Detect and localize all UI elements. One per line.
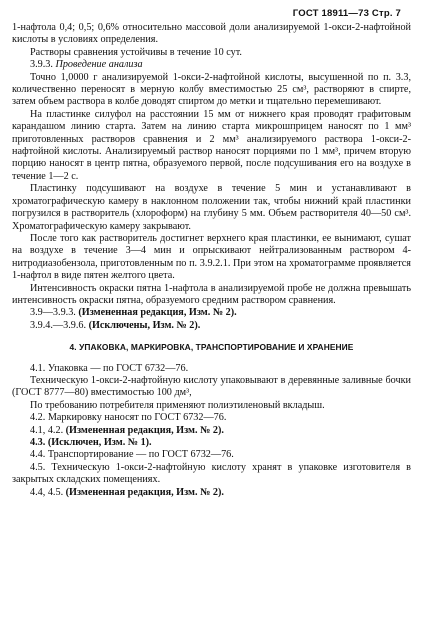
- document-body: [12, 22, 411, 499]
- amendment-note: [12, 307, 411, 319]
- note-text: (Измененная редакция, Изм. № 2).: [78, 307, 237, 319]
- clause-4-3: 4.3. (Исключен, Изм. № 1).: [30, 437, 152, 448]
- amendment-note: [12, 425, 411, 437]
- clause-4-2: 4.2. Маркировку наносят по ГОСТ 6732—76.: [30, 412, 227, 424]
- section-4-heading: 4. УПАКОВКА, МАРКИРОВКА, ТРАНСПОРТИРОВАНИЕ И ХРАНЕНИЕ: [69, 342, 354, 353]
- paragraph: На пластинке силуфол на расстоянии 15 мм от нижнего края проводят графитовым карандашом линию старта. Затем на линию старта микрошприцем наносят по 1 мм³ приготовленных растворов сравнения и 2 мм³ анализируемого раствора 1-окси-2-нафтойной кислоты. Анализируемый раствор наносят порциями по 1 мм³, причем вторую порцию наносят в центр пятна, образуемого первой, после подсушивания его на воздухе в течение 1—2 с.: [12, 108, 411, 182]
- clause-4-1: 4.1. Упаковка — по ГОСТ 6732—76.: [30, 362, 189, 374]
- note-text: (Исключены, Изм. № 2).: [88, 319, 201, 331]
- note-number: 3.9.4.—3.9.6.: [30, 319, 87, 331]
- section-3-9-3-heading: [12, 59, 411, 71]
- page-header: [293, 8, 401, 20]
- section-number: 3.9.3.: [30, 59, 53, 71]
- paragraph: 1-нафтола 0,4; 0,5; 0,6% относительно массовой доли анализируемой 1-окси-2-нафтойной кислоты в условиях определения.: [12, 22, 411, 46]
- paragraph: Техническую 1-окси-2-нафтойную кислоту упаковывают в деревянные заливные бочки (ГОСТ 8777—80) вместимостью 100 дм³,: [12, 374, 411, 399]
- paragraph: Растворы сравнения устойчивы в течение 10 сут.: [30, 46, 242, 58]
- paragraph: Пластинку подсушивают на воздухе в течение 5 мин и устанавливают в хроматографическую камеру в наклонном положении так, чтобы нижний край пластинки погрузился в растворитель (хлороформ) на глубину 5 мм. Объем растворителя 40—50 см³. Хроматографическую камеру закрывают.: [12, 183, 411, 232]
- clause-4-5: 4.5. Техническую 1-окси-2-нафтойную кислоту хранят в упаковке изготовителя в закрытых складских помещениях.: [12, 461, 411, 486]
- note-number: 4.1, 4.2.: [30, 424, 64, 436]
- gost-number: ГОСТ 18911—73: [292, 8, 370, 19]
- note-number: 3.9—3.9.3.: [30, 307, 76, 319]
- note-number: 4.4, 4.5.: [30, 486, 64, 498]
- section-title: Проведение анализа: [55, 59, 143, 71]
- page-number: Стр. 7: [371, 8, 401, 19]
- clause-4-4: 4.4. Транспортирование — по ГОСТ 6732—76.: [30, 449, 234, 461]
- paragraph: Точно 1,0000 г анализируемой 1-окси-2-нафтойной кислоты, высушенной по п. 3.3, количественно переносят в мерную колбу вместимостью 25 см³, растворяют в спирте, затем объем раствора в колбе доводят спиртом до метки и тщательно перемешивают.: [12, 71, 411, 108]
- amendment-note: [12, 487, 411, 499]
- note-text: (Измененная редакция, Изм. № 2).: [65, 486, 224, 498]
- note-text: (Измененная редакция, Изм. № 2).: [65, 424, 224, 436]
- paragraph: Интенсивность окраски пятна 1-нафтола в анализируемой пробе не должна превышать интенсивность окраски пятна, образуемого средним раствором сравнения.: [12, 282, 411, 306]
- amendment-note: [12, 320, 411, 332]
- paragraph: После того как растворитель достигнет верхнего края пластинки, ее вынимают, сушат на воздухе в течение 3—4 мин и опрыскивают нейтрализованным раствором 4-нитродиазобензола, приготовленным по п. 3.9.2.1. При этом на хроматограмме проявляется 1-нафтол в виде пятен желтого цвета.: [12, 232, 411, 282]
- paragraph: По требованию потребителя применяют полиэтиленовый вкладыш.: [30, 399, 325, 411]
